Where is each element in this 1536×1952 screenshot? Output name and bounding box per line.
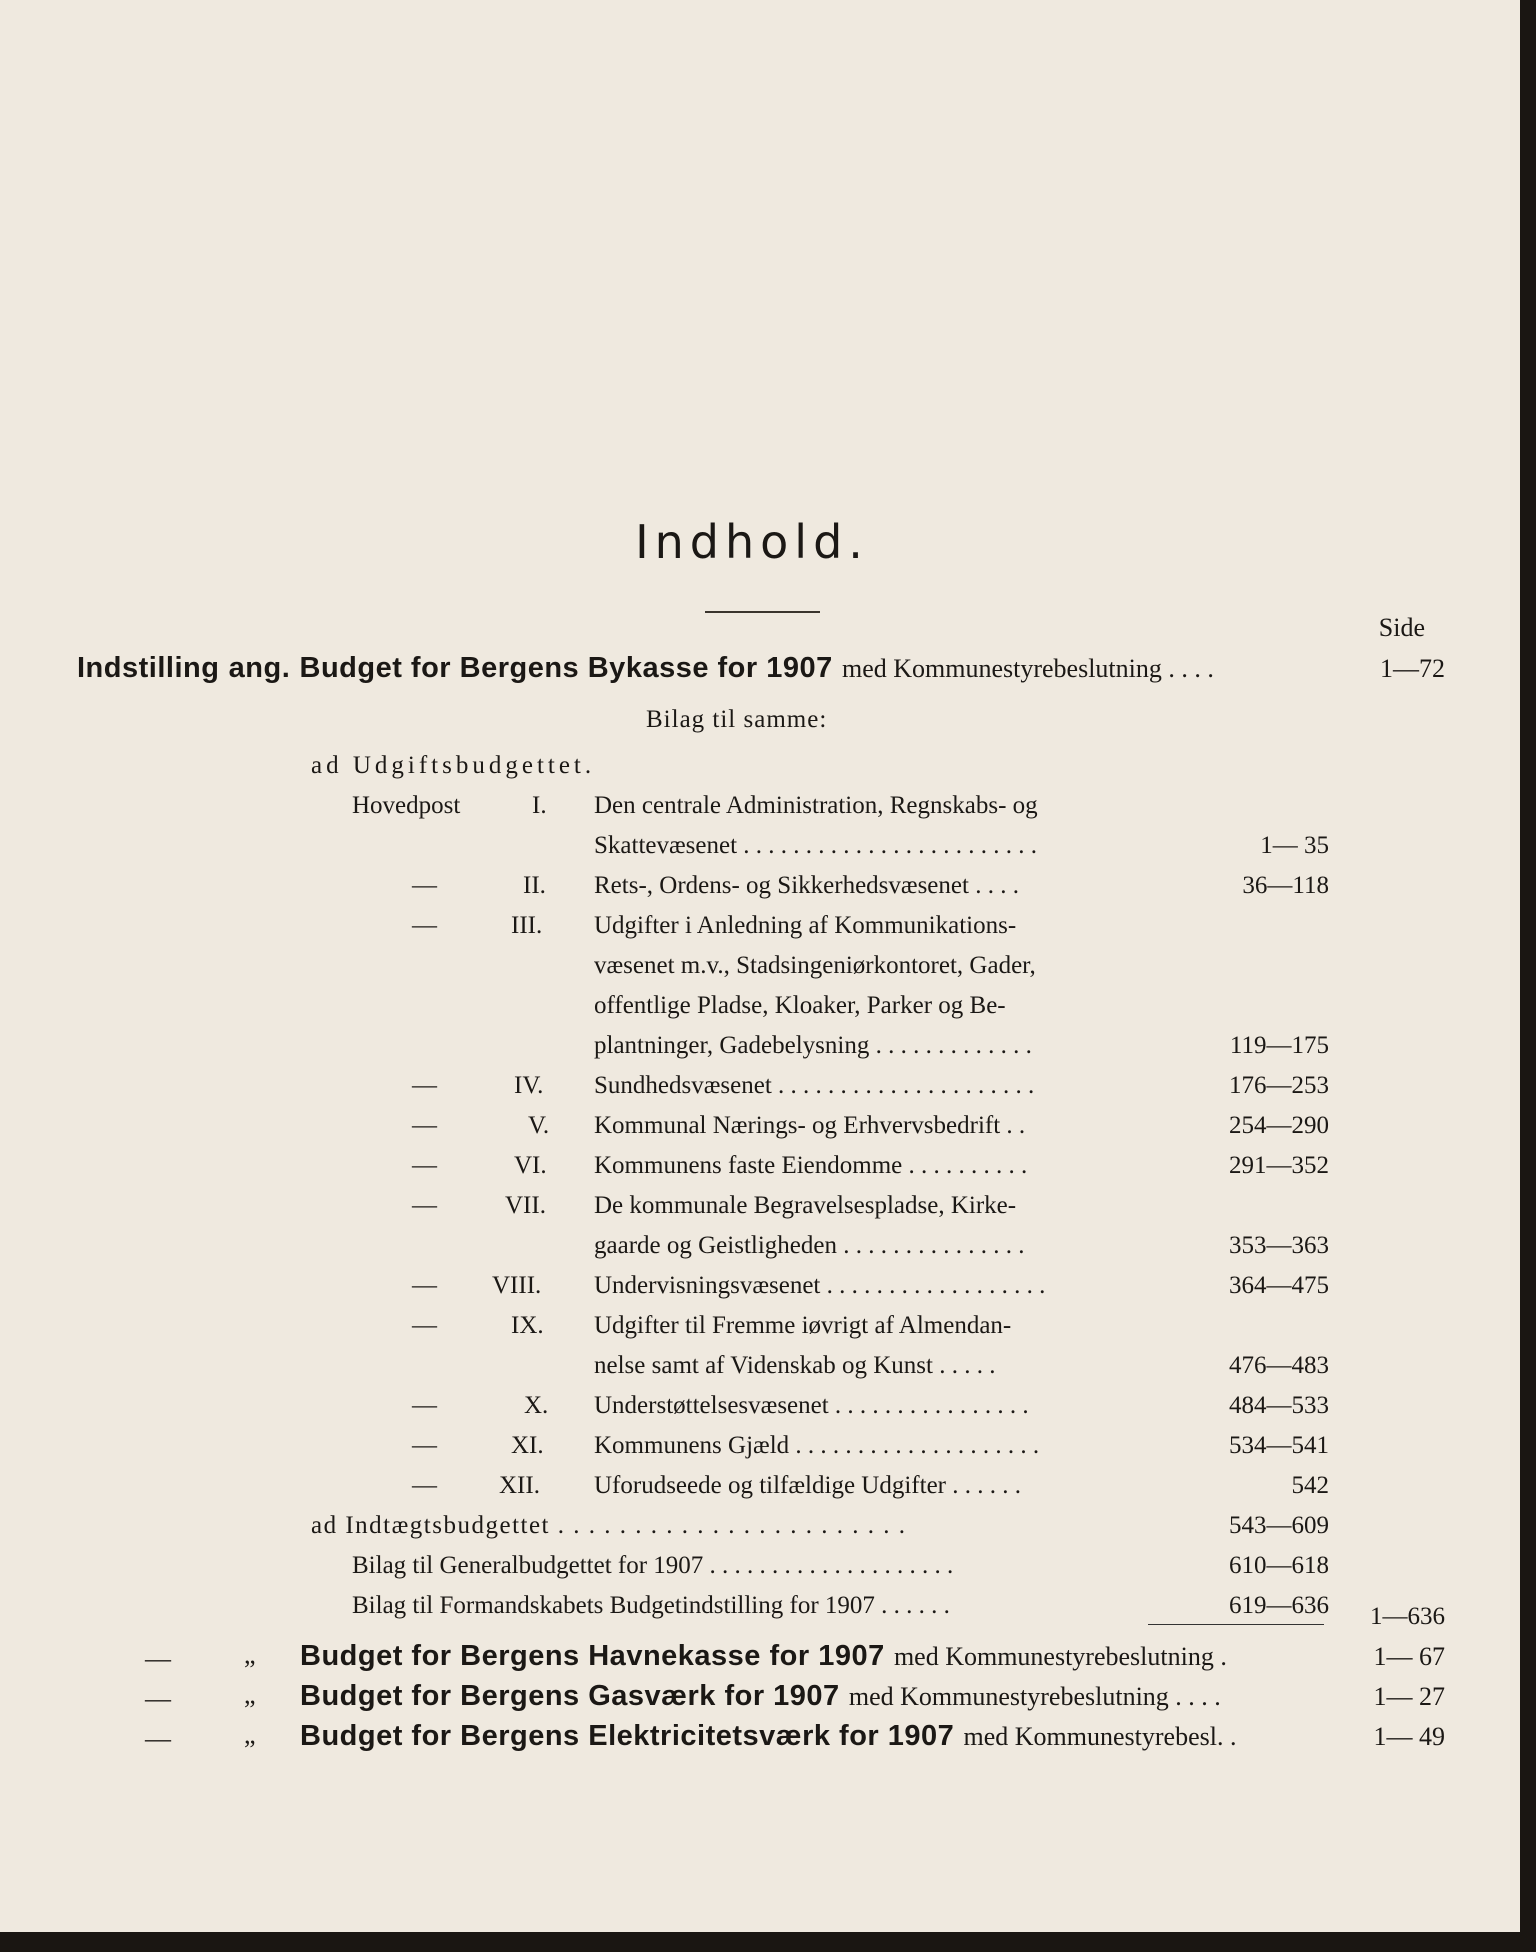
budget-entry-quote: „ (244, 1640, 256, 1669)
budget-entry-title: Budget for Bergens Gasværk for 1907 (300, 1680, 840, 1712)
main-entry-pages: 1—72 (1380, 654, 1445, 683)
post-number: V. (528, 1112, 550, 1139)
post-pages: 176—253 (1229, 1072, 1329, 1099)
post-dash: — (412, 1112, 437, 1139)
post-line: offentlige Pladse, Kloaker, Parker og Be- (594, 992, 1006, 1019)
post-line: plantninger, Gadebelysning . . . . . . . . . . . . . (594, 1032, 1032, 1059)
indtaegt-pages: 543—609 (1229, 1512, 1329, 1539)
page-title: Indhold. (635, 515, 869, 569)
post-pages: 36—118 (1242, 872, 1329, 899)
bilag-heading: Bilag til samme: (646, 706, 828, 733)
post-number: IV. (514, 1072, 544, 1099)
udgift-heading: ad Udgiftsbudgettet. (311, 752, 596, 779)
bilag-formand-label: Bilag til Formandskabets Budgetindstilling for 1907 . . . . . . (352, 1592, 950, 1619)
total-pages: 1—636 (1370, 1603, 1445, 1630)
post-number: VII. (505, 1192, 546, 1219)
post-number: III. (511, 912, 543, 939)
bilag-formand-pages: 619—636 (1229, 1592, 1329, 1619)
post-dash: — (412, 1192, 437, 1219)
post-dash: — (412, 912, 437, 939)
budget-entry (145, 1720, 171, 1754)
post-line: Kommunens Gjæld . . . . . . . . . . . . . . . . . . . . (594, 1432, 1040, 1459)
post-line: Udgifter i Anledning af Kommunikations- (594, 912, 1017, 939)
main-entry (77, 650, 1214, 685)
post-pages: 254—290 (1229, 1112, 1329, 1139)
main-entry-suffix: med Kommunestyrebeslutning . . . . (841, 654, 1214, 683)
main-entry-lead2: ang. (228, 652, 291, 684)
budget-entry-quote: „ (244, 1680, 256, 1709)
post-number: II. (523, 872, 546, 899)
budget-entry-dash: — (145, 1644, 171, 1673)
post-pages: 1— 35 (1260, 832, 1329, 859)
budget-entry-pages: 1— 67 (1373, 1642, 1445, 1671)
post-line: gaarde og Geistligheden . . . . . . . . . . . . . . . (594, 1232, 1025, 1259)
post-line: Skattevæsenet . . . . . . . . . . . . . . . . . . . . . . . . (594, 832, 1038, 859)
budget-entry-suffix: med Kommunestyrebeslutning . . . . (848, 1682, 1221, 1711)
side-column-label: Side (1378, 613, 1425, 642)
post-pages: 484—533 (1229, 1392, 1329, 1419)
budget-entry-pages: 1— 49 (1373, 1722, 1445, 1751)
post-dash: — (412, 1312, 437, 1339)
post-line: Uforudseede og tilfældige Udgifter . . . . . . (594, 1472, 1021, 1499)
post-pages: 542 (1291, 1472, 1329, 1499)
title-rule (705, 611, 820, 613)
subtotal-rule (1148, 1624, 1324, 1625)
post-dash: — (412, 1072, 437, 1099)
budget-entry (145, 1680, 171, 1714)
post-line: Rets-, Ordens- og Sikkerhedsvæsenet . . . . (594, 872, 1019, 899)
bilag-general-pages: 610—618 (1229, 1552, 1329, 1579)
post-number: VIII. (492, 1272, 542, 1299)
budget-entry-pages: 1— 27 (1373, 1682, 1445, 1711)
budget-entry-suffix: med Kommunestyrebeslutning . (893, 1642, 1227, 1671)
post-pages: 119—175 (1229, 1032, 1329, 1059)
post-dash: — (412, 1392, 437, 1419)
main-entry-title: Budget for Bergens Bykasse for 1907 (299, 652, 833, 684)
budget-entry-title: Budget for Bergens Havnekasse for 1907 (300, 1640, 885, 1672)
post-number: I. (532, 792, 547, 819)
post-dash: — (412, 872, 437, 899)
main-entry-lead: Indstilling (77, 652, 220, 684)
budget-entry (145, 1640, 171, 1674)
post-line: væsenet m.v., Stadsingeniørkontoret, Gader, (594, 952, 1036, 979)
post-line: Understøttelsesvæsenet . . . . . . . . . . . . . . . . (594, 1392, 1029, 1419)
post-line: Kommunal Nærings- og Erhvervsbedrift . . (594, 1112, 1026, 1139)
post-dash: — (412, 1472, 437, 1499)
budget-entry-text (300, 1718, 1236, 1753)
post-pages: 476—483 (1229, 1352, 1329, 1379)
post-number: VI. (514, 1152, 547, 1179)
post-pages: 364—475 (1229, 1272, 1329, 1299)
post-dash: — (412, 1432, 437, 1459)
post-dash: — (412, 1272, 437, 1299)
budget-entry-title: Budget for Bergens Elektricitetsværk for 1907 (300, 1720, 955, 1752)
budget-entry-text (300, 1638, 1227, 1673)
post-line: De kommunale Begravelsespladse, Kirke- (594, 1192, 1017, 1219)
post-pages: 353—363 (1229, 1232, 1329, 1259)
post-number: XI. (511, 1432, 544, 1459)
post-line: Udgifter til Fremme iøvrigt af Almendan- (594, 1312, 1012, 1339)
post-number: XII. (499, 1472, 540, 1499)
post-number: IX. (511, 1312, 544, 1339)
hovedpost-label: Hovedpost (352, 792, 461, 819)
bilag-general-label: Bilag til Generalbudgettet for 1907 . . . . . . . . . . . . . . . . . . . . (352, 1552, 954, 1579)
post-dash: — (412, 1152, 437, 1179)
indtaegt-label: ad Indtægtsbudgettet . . . . . . . . . . . . . . . . . . . . . . . (311, 1512, 907, 1539)
budget-entry-suffix: med Kommunestyrebesl. . (963, 1722, 1237, 1751)
post-line: Undervisningsvæsenet . . . . . . . . . . . . . . . . . . (594, 1272, 1046, 1299)
budget-entry-quote: „ (244, 1720, 256, 1749)
post-line: Sundhedsvæsenet . . . . . . . . . . . . . . . . . . . . . (594, 1072, 1035, 1099)
budget-entry-text (300, 1678, 1221, 1713)
post-number: X. (524, 1392, 549, 1419)
budget-entry-dash: — (145, 1684, 171, 1713)
post-line: Kommunens faste Eiendomme . . . . . . . . . . (594, 1152, 1028, 1179)
post-line: Den centrale Administration, Regnskabs- og (594, 792, 1038, 819)
post-pages: 534—541 (1229, 1432, 1329, 1459)
post-line: nelse samt af Videnskab og Kunst . . . . . (594, 1352, 996, 1379)
budget-entry-dash: — (145, 1724, 171, 1753)
post-pages: 291—352 (1229, 1152, 1329, 1179)
